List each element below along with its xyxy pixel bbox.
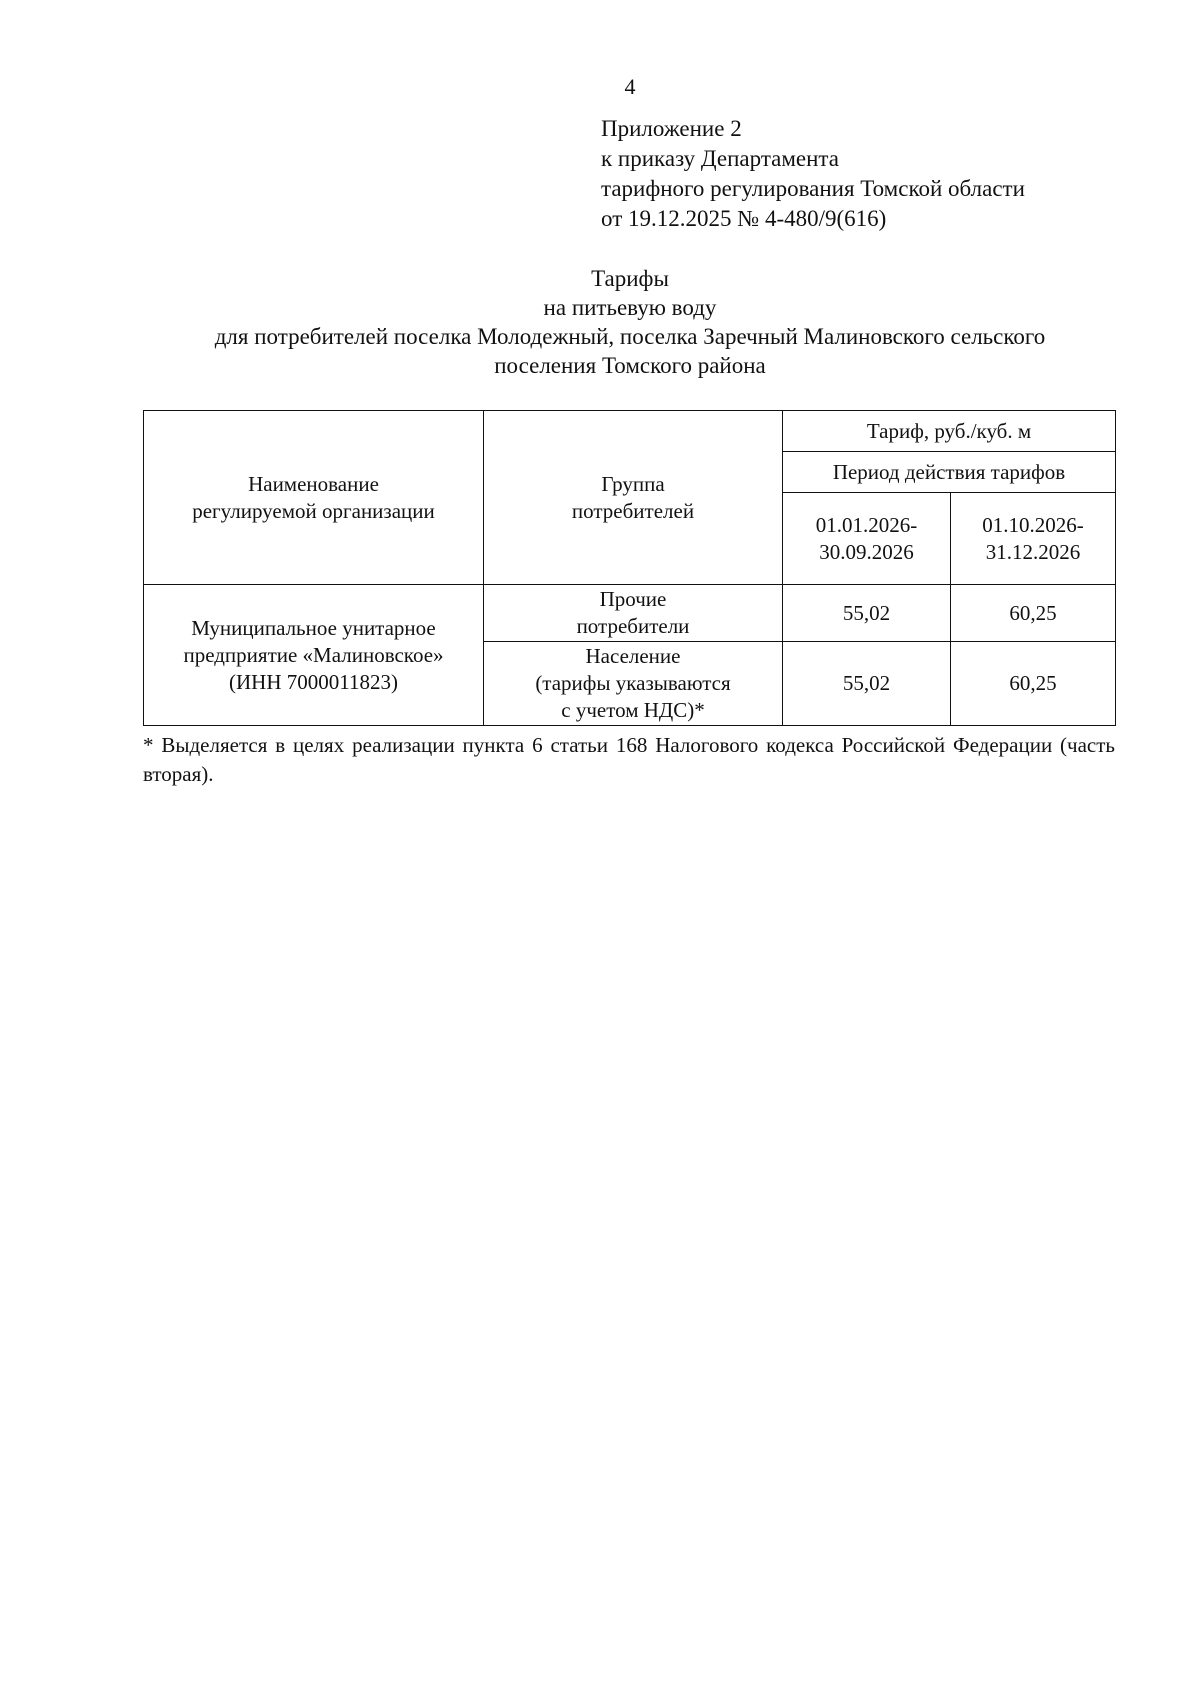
vat-footnote: * Выделяется в целях реализации пункта 6 статьи 168 Налогового кодекса Российской Федерации (часть вторая). [143,733,1115,786]
tariff-value-cell: 60,25 [951,642,1116,726]
group-cell-other [484,585,783,642]
tariff-value-cell: 55,02 [783,585,951,642]
tariff-table [143,410,1116,726]
header-org-name [144,411,484,585]
group-line: потребители [576,614,690,638]
organization-cell [144,585,484,726]
title-line-4: поселения Томского района [494,353,766,378]
period-2-start: 01.10.2026- [982,512,1084,537]
document-title [140,264,1120,380]
header-tariff-unit: Тариф, руб./куб. м [783,411,1116,452]
title-line-3: для потребителей поселка Молодежный, поселка Заречный Малиновского сельского [214,324,1046,349]
group-line: с учетом НДС)* [561,698,705,722]
organization-line: (ИНН 7000011823) [229,669,398,694]
organization-line: предприятие «Малиновское» [183,642,444,667]
group-line: (тарифы указываются [535,671,731,695]
group-line: Население [585,644,681,668]
appendix-header [601,114,1025,234]
organization-line: Муниципальное унитарное [191,615,436,640]
appendix-line-4: от 19.12.2025 № 4-480/9(616) [601,206,887,231]
appendix-line-1: Приложение 2 [601,116,742,141]
header-org-name-line: регулируемой организации [192,498,435,523]
title-line-1: Тарифы [591,266,669,291]
tariff-value-cell: 60,25 [951,585,1116,642]
period-1-end: 30.09.2026 [819,539,914,564]
group-cell-population [484,642,783,726]
table-row [144,585,1116,642]
tariff-value-cell: 55,02 [783,642,951,726]
header-org-name-line: Наименование [248,471,379,496]
header-period-2 [951,493,1116,585]
page-number: 4 [624,74,636,99]
table-header-row-1 [144,411,1116,452]
period-1-start: 01.01.2026- [815,512,918,537]
header-group-line: потребителей [571,498,695,523]
header-consumer-group [484,411,783,585]
appendix-line-2: к приказу Департамента [601,146,839,171]
group-line: Прочие [599,587,667,611]
header-period-label: Период действия тарифов [783,452,1116,493]
header-period-1 [783,493,951,585]
header-group-line: Группа [601,471,665,496]
appendix-line-3: тарифного регулирования Томской области [601,176,1025,201]
period-2-end: 31.12.2026 [985,539,1081,564]
title-line-2: на питьевую воду [543,295,717,320]
